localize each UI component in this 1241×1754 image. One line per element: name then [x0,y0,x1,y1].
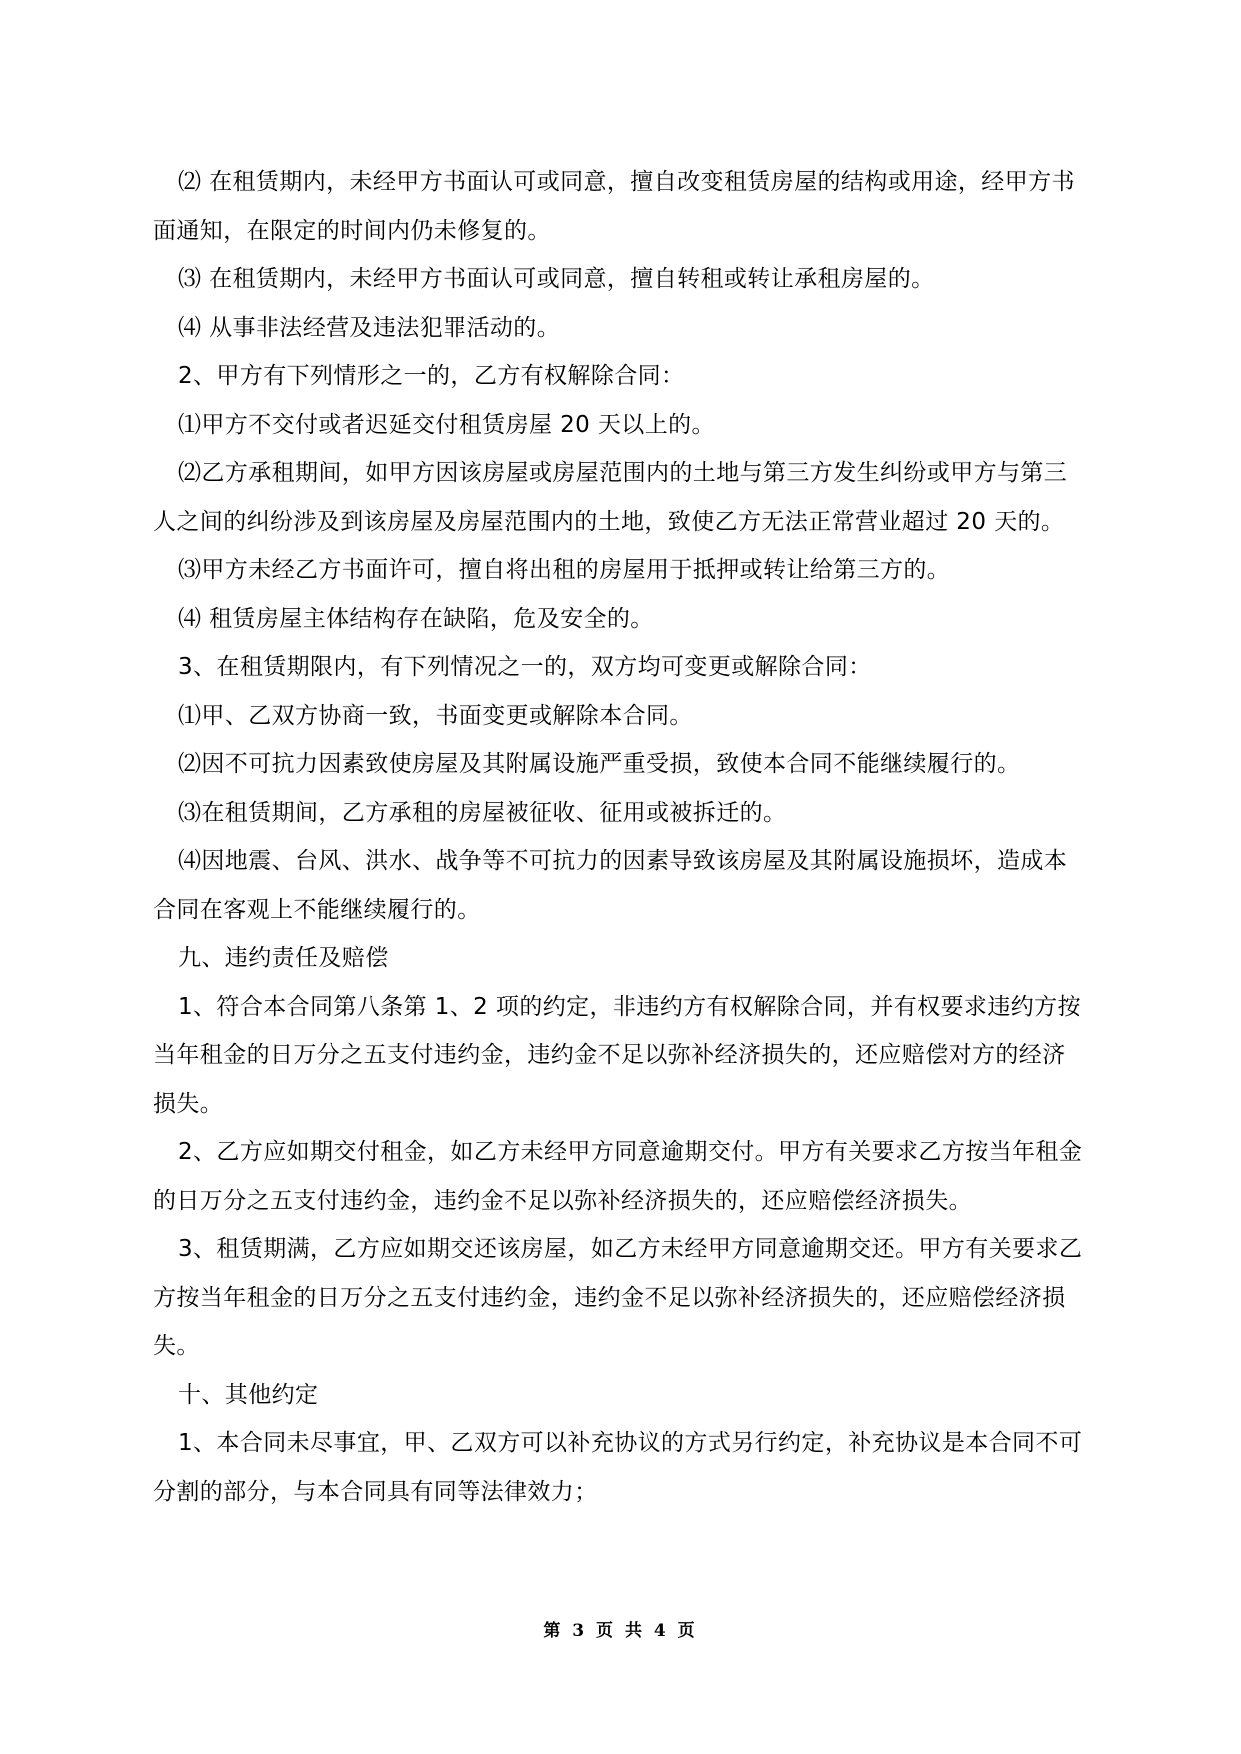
paragraph-3: ⑷ 从事非法经营及违法犯罪活动的。 [178,314,561,341]
section-heading-10: 十、其他约定 [178,1381,319,1408]
paragraph-5: ⑴甲方不交付或者迟延交付租赁房屋 20 天以上的。 [178,411,715,438]
paragraph-17: 3、租赁期满，乙方应如期交还该房屋，如乙方未经甲方同意逾期交还。甲方有关要求乙方按当年租金的日万分之五支付违约金，违约金不足以弥补经济损失的，还应赔偿经济损失。 [153,1236,1083,1359]
document-body [153,158,1083,1516]
paragraph-8: ⑷ 租赁房屋主体结构存在缺陷，危及安全的。 [178,605,654,632]
paragraph-9: 3、在租赁期限内，有下列情况之一的，双方均可变更或解除合同： [178,654,872,680]
paragraph-19: 1、本合同未尽事宜，甲、乙双方可以补充协议的方式另行约定，补充协议是本合同不可分割的部分，与本合同具有同等法律效力； [153,1430,1083,1505]
paragraph-10: ⑴甲、乙双方协商一致，书面变更或解除本合同。 [178,702,693,729]
paragraph-11: ⑵因不可抗力因素致使房屋及其附属设施严重受损，致使本合同不能继续履行的。 [178,751,1021,777]
paragraph-2: ⑶ 在租赁期内，未经甲方书面认可或同意，擅自转租或转让承租房屋的。 [178,266,935,292]
section-heading-9: 九、违约责任及赔偿 [178,945,389,971]
paragraph-6: ⑵乙方承租期间，如甲方因该房屋或房屋范围内的土地与第三方发生纠纷或甲方与第三人之间的纠纷涉及到该房屋及房屋范围内的土地，致使乙方无法正常营业超过 20 天的。 [153,460,1068,535]
paragraph-15: 1、符合本合同第八条第 1、2 项的约定，非违约方有权解除合同，并有权要求违约方按当年租金的日万分之五支付违约金，违约金不足以弥补经济损失的，还应赔偿对方的经济损失。 [153,993,1081,1117]
paragraph-16: 2、乙方应如期交付租金，如乙方未经甲方同意逾期交付。甲方有关要求乙方按当年租金的日万分之五支付违约金，违约金不足以弥补经济损失的，还应赔偿经济损失。 [153,1139,1083,1214]
paragraph-7: ⑶甲方未经乙方书面许可，擅自将出租的房屋用于抵押或转让给第三方的。 [178,557,951,583]
paragraph-1: ⑵ 在租赁期内，未经甲方书面认可或同意，擅自改变租赁房屋的结构或用途，经甲方书面通知，在限定的时间内仍未修复的。 [153,169,1075,244]
paragraph-13: ⑷因地震、台风、洪水、战争等不可抗力的因素导致该房屋及其附属设施损坏，造成本合同在客观上不能继续履行的。 [153,848,1068,923]
paragraph-4: 2、甲方有下列情形之一的，乙方有权解除合同： [178,363,685,389]
page-number-footer: 第 3 页 共 4 页 [543,1621,698,1641]
paragraph-12: ⑶在租赁期间，乙方承租的房屋被征收、征用或被拆迁的。 [178,799,787,826]
